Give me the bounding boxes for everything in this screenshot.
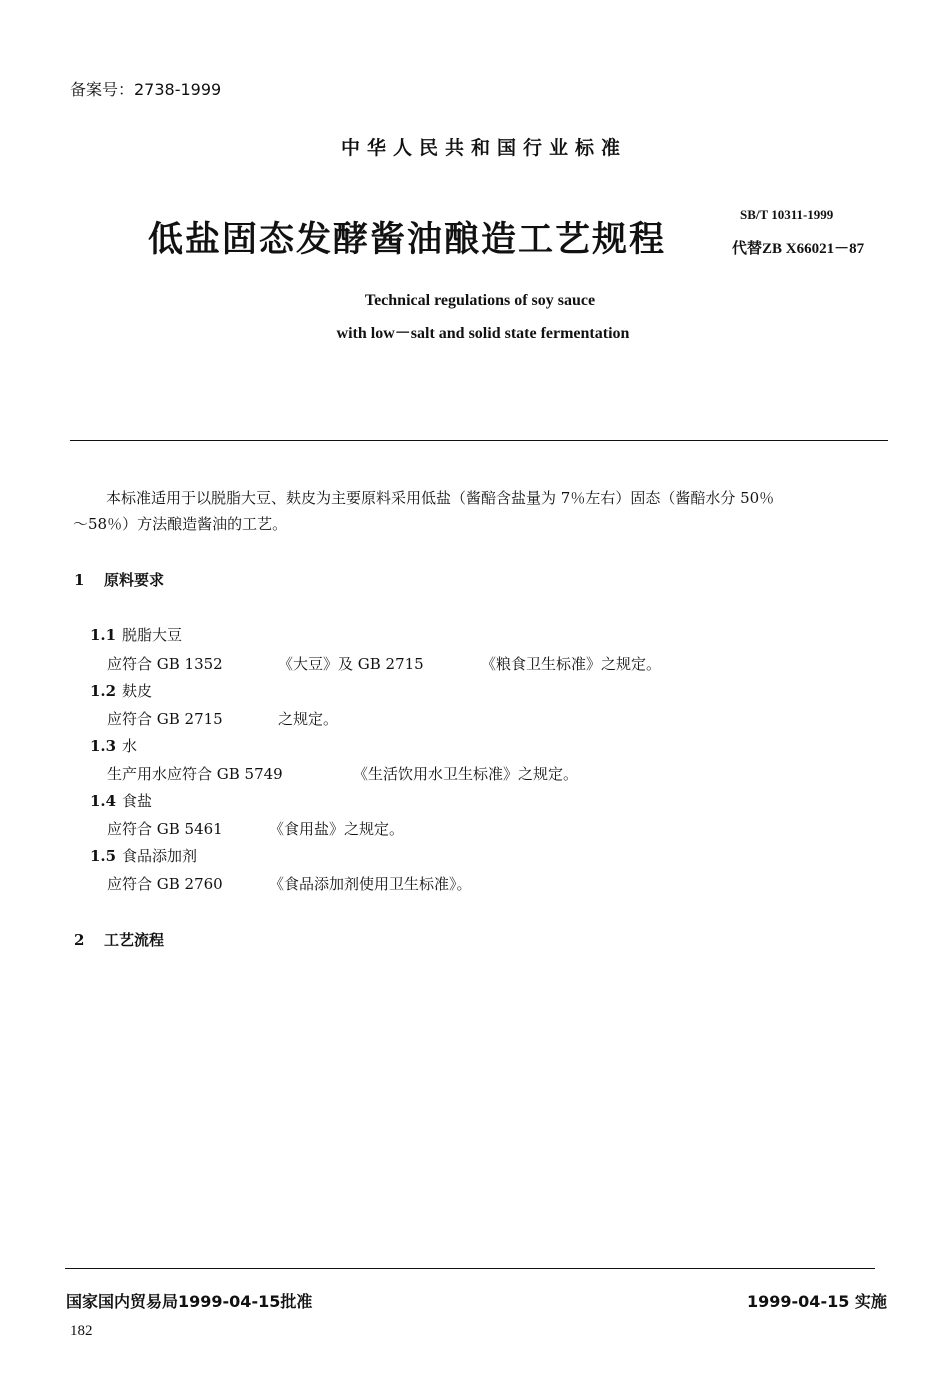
requirement-line [107, 873, 807, 895]
requirement-line [107, 763, 807, 785]
scope-paragraph-line-1: 本标准适用于以脱脂大豆、麸皮为主要原料采用低盐（酱醅含盐量为 7％左右）固态（酱醅水分 50％ [106, 489, 775, 507]
requirement-text: 应符合 GB 5461 [107, 820, 223, 838]
requirement-reference: 《食品添加剂使用卫生标准》。 [269, 875, 472, 893]
requirement-text: 应符合 GB 2760 [107, 875, 223, 893]
subsection-heading [90, 845, 197, 866]
section-heading [74, 929, 164, 950]
requirement-text: 应符合 GB 1352 [107, 655, 223, 673]
requirement-reference: 《食用盐》之规定。 [269, 820, 405, 838]
subsection-number: 1.3 [90, 737, 117, 755]
subsection-title: 水 [122, 737, 138, 755]
subsection-heading [90, 680, 152, 701]
subsection-heading [90, 624, 182, 645]
footer-divider [65, 1268, 875, 1269]
section-title: 工艺流程 [104, 931, 165, 949]
section-number: 2 [74, 931, 85, 949]
subsection-title: 食品添加剂 [122, 847, 198, 865]
implementation-date: 1999-04-15 实施 [747, 1292, 887, 1311]
section-number: 1 [74, 571, 85, 589]
subsection-title: 麸皮 [122, 682, 153, 700]
replaces-standard: 代替ZB X66021－87 [732, 241, 865, 257]
requirement-line [107, 818, 807, 840]
requirement-line [107, 708, 807, 730]
requirement-line [107, 653, 807, 675]
english-title-line-1: Technical regulations of soy sauce [364, 292, 596, 309]
subsection-number: 1.5 [90, 847, 117, 865]
requirement-reference: 《生活饮用水卫生标准》之规定。 [353, 765, 579, 783]
requirement-reference: 《大豆》及 GB 2715 [278, 655, 424, 673]
subsection-number: 1.1 [90, 626, 117, 644]
subsection-number: 1.2 [90, 682, 117, 700]
requirement-text: 应符合 GB 2715 [107, 710, 223, 728]
subsection-heading [90, 735, 137, 756]
header-divider [70, 440, 888, 441]
industry-standard-label: 中华人民共和国行业标准 [340, 137, 627, 159]
document-title: 低盐固态发酵酱油酿造工艺规程 [148, 220, 667, 260]
scope-paragraph-line-2: ～58％）方法酿造酱油的工艺。 [73, 515, 288, 533]
approval-info: 国家国内贸易局1999-04-15批准 [66, 1292, 313, 1311]
english-title-line-2: with low－salt and solid state fermentation [336, 325, 630, 342]
subsection-title: 脱脂大豆 [122, 626, 183, 644]
subsection-title: 食盐 [122, 792, 153, 810]
section-heading [74, 569, 164, 590]
subsection-number: 1.4 [90, 792, 117, 810]
requirement-text: 生产用水应符合 GB 5749 [107, 765, 283, 783]
section-title: 原料要求 [104, 571, 165, 589]
requirement-reference: 《粮食卫生标准》之规定。 [481, 655, 662, 673]
requirement-reference: 之规定。 [278, 710, 339, 728]
standard-code: SB/T 10311-1999 [740, 207, 834, 222]
record-number: 备案号：2738-1999 [70, 80, 222, 99]
page-number: 182 [70, 1323, 93, 1339]
subsection-heading [90, 790, 152, 811]
